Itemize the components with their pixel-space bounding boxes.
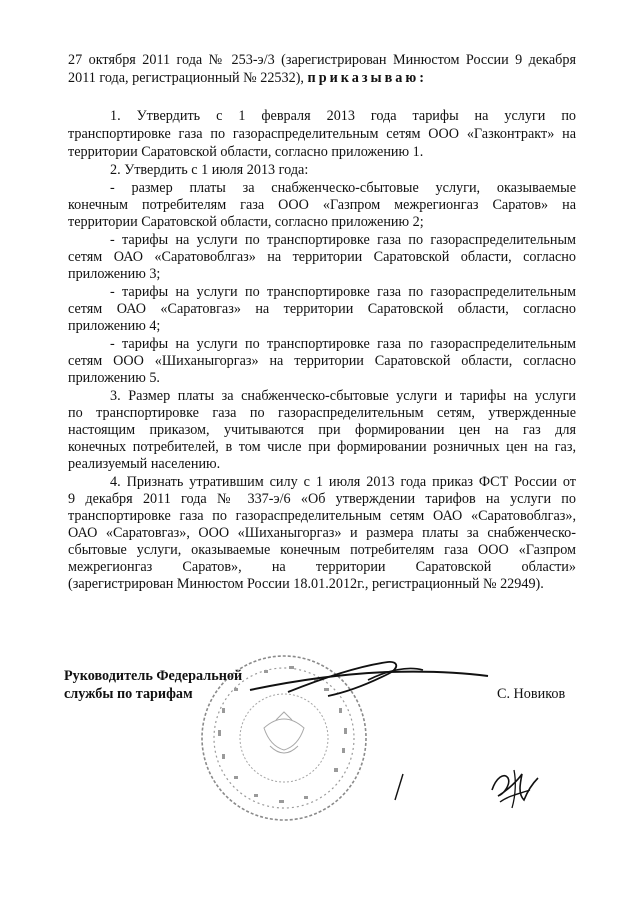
paragraph-line: 2. Утвердить с 1 июля 2013 года: — [110, 162, 309, 178]
paragraph-line: - тарифы на услуги по транспортировке газа по газораспределительным — [110, 284, 576, 300]
intro-line-2 — [68, 70, 427, 86]
paragraph-line: - тарифы на услуги по транспортировке газа по газораспределительным — [110, 336, 576, 352]
paragraph-line: по транспортировке газа по газораспределительным сетям, утвержденные — [68, 405, 576, 421]
paragraph-line: территории Саратовской области, согласно приложению 2; — [68, 214, 424, 230]
paragraph-line: - тарифы на услуги по транспортировке газа по газораспределительным — [110, 232, 576, 248]
paragraph-line: транспортировке газа по газораспределительным сетям ОАО «Саратовоблгаз», — [68, 508, 576, 524]
paragraph-line: 3. Размер платы за снабженческо-сбытовые услуги и тарифы на услуги — [110, 388, 576, 404]
paragraph-line: реализуемый населению. — [68, 456, 221, 472]
paragraph-line: приложению 5. — [68, 370, 160, 386]
paragraph-line: сетям ОАО «Саратовгаз» на территории Саратовской области, согласно — [68, 301, 576, 317]
paragraph-line: - размер платы за снабженческо-сбытовые услуги, оказываемые — [110, 180, 576, 196]
paragraph-line: приложению 4; — [68, 318, 161, 334]
paragraph-line: (зарегистрирован Минюстом России 18.01.2012г., регистрационный № 22949). — [68, 576, 544, 592]
paragraph-line: транспортировке газа по газораспределительным сетям ООО «Газконтракт» на — [68, 126, 576, 142]
paragraph-line: сетям ОАО «Саратовоблгаз» на территории Саратовской области, согласно — [68, 249, 576, 265]
paragraph-line: территории Саратовской области, согласно приложению 1. — [68, 144, 424, 160]
signatory-name: С. Новиков — [497, 686, 566, 702]
paragraph-line: 4. Признать утратившим силу с 1 июля 2013 года приказ ФСТ России от — [110, 474, 576, 490]
order-keyword: приказываю: — [307, 70, 427, 86]
intro-line-2-text: 2011 года, регистрационный № 22532), — [68, 70, 308, 86]
signatory-position-line-2: службы по тарифам — [64, 686, 193, 702]
paragraph-line: конечных потребителей, в том числе при формировании розничных цен на газ, — [68, 439, 576, 455]
handwritten-initials — [478, 760, 548, 815]
paragraph-line: ОАО «Саратовгаз», ООО «Шиханыгоргаз» и размера платы за снабженческо- — [68, 525, 576, 541]
paragraph-line: межрегионгаз Саратов», на территории Саратовской области» — [68, 559, 576, 575]
signatory-position-line-1: Руководитель Федеральной — [64, 668, 243, 684]
paragraph-line: настоящим приказом, учитываются при формировании цен на газ для — [68, 422, 576, 438]
paragraph-line: конечным потребителям газа ООО «Газпром межрегионгаз Саратов» на — [68, 197, 576, 213]
paragraph-line: сетям ООО «Шиханыгоргаз» на территории Саратовской области, согласно — [68, 353, 576, 369]
handwritten-signature — [248, 652, 498, 712]
paragraph-line: сбытовые услуги, оказываемые конечным потребителям газа ООО «Газпром — [68, 542, 576, 558]
paragraph-line: 1. Утвердить с 1 февраля 2013 года тарифы на услуги по — [110, 108, 576, 124]
paragraph-line: приложению 3; — [68, 266, 161, 282]
intro-line-1: 27 октября 2011 года № 253-э/3 (зарегистрирован Минюстом России 9 декабря — [68, 52, 576, 68]
paragraph-line: 9 декабря 2011 года № 337-э/6 «Об утверждении тарифов на услуги по — [68, 491, 576, 507]
pen-mark — [392, 772, 406, 802]
